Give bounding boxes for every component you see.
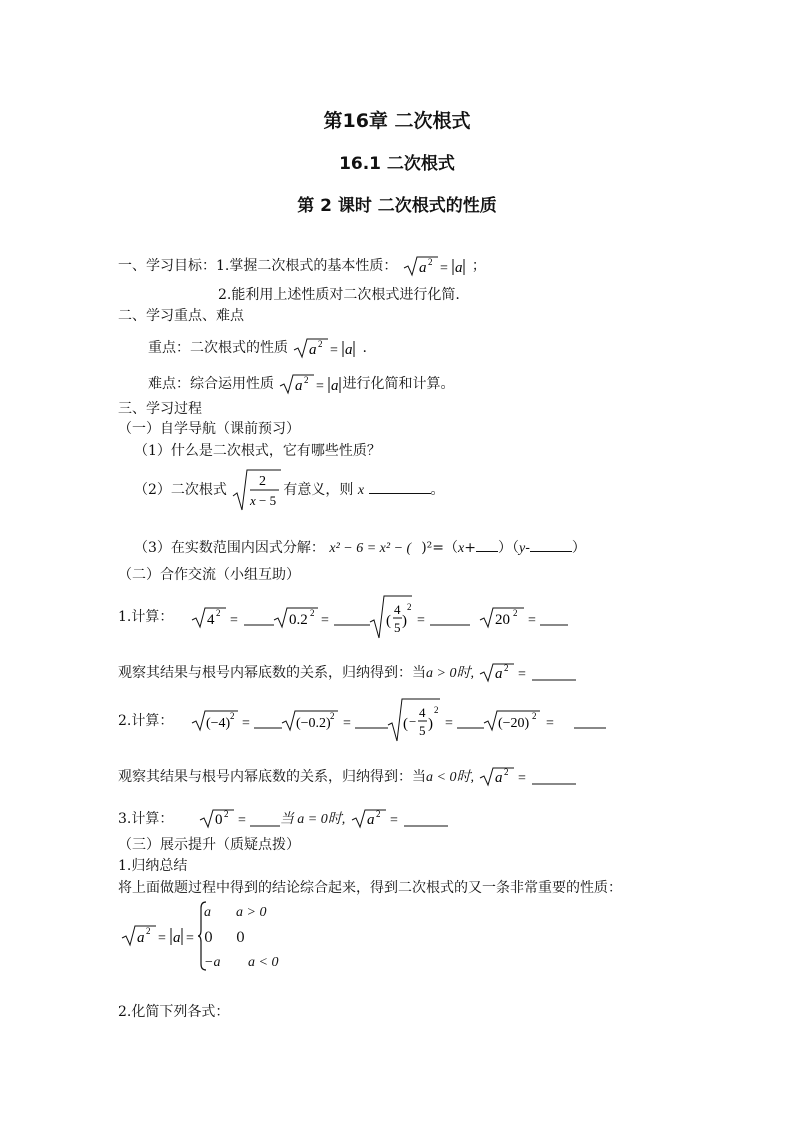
- section-title: 16.1 二次根式: [339, 154, 455, 174]
- svg-text:− 5: − 5: [259, 493, 277, 508]
- calc-1-expressions: [190, 594, 580, 640]
- svg-text:a: a: [137, 930, 145, 946]
- calc-2-expressions: [190, 697, 610, 743]
- difficulty-line: [148, 372, 454, 396]
- svg-text:a: a: [331, 378, 339, 394]
- svg-text:−: −: [409, 714, 417, 729]
- svg-text:2: 2: [434, 705, 439, 715]
- svg-text:=: =: [343, 716, 351, 731]
- svg-text:a: a: [495, 770, 503, 786]
- goal-2-text: 2.能利用上述性质对二次根式进行化简.: [218, 287, 460, 303]
- sqrt-a-squared-formula: [402, 254, 472, 278]
- svg-text:(−0.2): (−0.2): [296, 716, 331, 731]
- svg-text:=: =: [330, 343, 339, 358]
- calc-1-label: 1.计算：: [118, 609, 174, 625]
- question-1: （1）什么是二次根式，它有哪些性质？: [134, 443, 381, 459]
- svg-text:a: a: [295, 378, 303, 394]
- svg-text:): ): [402, 613, 407, 629]
- svg-text:x: x: [250, 493, 257, 508]
- svg-text:4: 4: [207, 612, 215, 628]
- svg-text:2: 2: [532, 711, 537, 721]
- part-3-heading: （三）展示提升（质疑点拨）: [118, 837, 300, 853]
- lesson-title: 第 2 课时 二次根式的性质: [297, 196, 497, 216]
- svg-text:2: 2: [407, 602, 412, 612]
- question-3-prefix: （3）在实数范围内因式分解：: [134, 540, 325, 556]
- sqrt-a-squared-equals-blank: [478, 766, 578, 788]
- piece-row-1-value: a: [204, 905, 211, 920]
- svg-text:(: (: [386, 613, 391, 629]
- svg-text:=: =: [518, 771, 527, 786]
- answer-blank[interactable]: [369, 479, 431, 494]
- goals-line-1: [118, 254, 486, 278]
- svg-text:5: 5: [419, 723, 426, 738]
- difficulty-label: 难点：综合运用性质: [148, 376, 274, 392]
- sqrt-a-squared-formula: [292, 336, 362, 360]
- minus-sign: -: [525, 540, 530, 556]
- part-2-heading: （二）合作交流（小组互助）: [118, 567, 300, 583]
- question-2-prefix: （2）二次根式: [134, 482, 227, 498]
- svg-text:20: 20: [495, 612, 510, 628]
- sqrt-fraction-2-over-x-minus-5: [231, 468, 283, 512]
- svg-text:5: 5: [394, 620, 401, 635]
- svg-text:a: a: [418, 260, 427, 276]
- sqrt-a-squared-equals-blank: [350, 808, 450, 830]
- svg-text:2: 2: [504, 663, 509, 673]
- svg-text:2: 2: [146, 926, 151, 936]
- piece-row-3-condition: a < 0: [248, 955, 279, 970]
- piece-row-2-value: 0: [204, 930, 213, 946]
- paren-mid: ）（: [497, 540, 519, 556]
- focus-end: .: [362, 340, 367, 356]
- observe-2-condition: a < 0时,: [426, 770, 474, 785]
- svg-text:(−20): (−20): [498, 716, 530, 731]
- svg-text:2: 2: [318, 339, 323, 349]
- svg-text:=: =: [316, 379, 325, 394]
- svg-text:=: =: [389, 813, 398, 828]
- variable-y: y: [518, 541, 526, 556]
- piece-row-1-condition: a > 0: [236, 905, 267, 920]
- svg-text:2: 2: [216, 608, 221, 618]
- svg-text:2: 2: [427, 257, 433, 267]
- svg-text:=: =: [158, 931, 166, 946]
- calc-3-condition: 当 a = 0时,: [279, 812, 346, 827]
- svg-text:a: a: [345, 342, 353, 358]
- sqrt-a-squared-equals-blank: [478, 662, 578, 684]
- svg-text:2: 2: [375, 809, 381, 819]
- svg-text:4: 4: [419, 705, 426, 720]
- goal-1-text: 1.掌握二次根式的基本性质：: [216, 258, 398, 274]
- svg-text:4: 4: [394, 602, 401, 617]
- observe-1-text: 观察其结果与根号内幂底数的关系，归纳得到：当: [118, 665, 426, 681]
- svg-text:2: 2: [310, 608, 315, 618]
- svg-text:2: 2: [304, 375, 309, 385]
- goal-1-end: ；: [471, 258, 486, 274]
- svg-text:0.2: 0.2: [289, 612, 308, 628]
- variable-x: x: [357, 483, 365, 498]
- svg-text:=: =: [518, 667, 527, 682]
- svg-text:2: 2: [330, 711, 335, 721]
- svg-text:=: =: [417, 613, 425, 628]
- svg-text:a: a: [495, 666, 503, 682]
- piece-row-3-value: −a: [204, 955, 221, 970]
- chapter-title: 第16章 二次根式: [323, 110, 471, 132]
- summary-heading: 1.归纳总结: [118, 858, 188, 874]
- calc-2-label: 2.计算：: [118, 713, 174, 729]
- svg-text:): ): [428, 716, 433, 732]
- sqrt-a-squared-formula: [278, 372, 342, 396]
- plus-sign: +: [464, 540, 476, 556]
- part-1-heading: （一）自学导航（课前预习）: [118, 421, 300, 437]
- piecewise-lhs: [118, 898, 208, 974]
- svg-text:=: =: [445, 716, 453, 731]
- question-3: [134, 537, 586, 558]
- svg-text:=: =: [546, 716, 554, 731]
- svg-text:2: 2: [513, 608, 518, 618]
- svg-text:a: a: [454, 260, 463, 276]
- calc-3: [118, 808, 450, 830]
- observe-2-text: 观察其结果与根号内幂底数的关系，归纳得到：当: [118, 769, 426, 785]
- svg-text:=: =: [528, 613, 536, 628]
- focus-label: 重点：二次根式的性质: [148, 340, 288, 356]
- svg-text:=: =: [237, 813, 246, 828]
- svg-text:=: =: [321, 613, 329, 628]
- factor-expression-2: )²=（: [421, 540, 459, 556]
- observe-2: [118, 766, 578, 788]
- svg-text:a: a: [309, 342, 317, 358]
- svg-text:=: =: [186, 931, 194, 946]
- answer-blank[interactable]: [476, 537, 498, 552]
- difficulty-end: 进行化简和计算。: [342, 376, 455, 392]
- svg-text:0: 0: [214, 812, 223, 828]
- svg-text:2: 2: [259, 474, 267, 489]
- question-2-suffix: 有意义，则: [283, 482, 354, 498]
- simplify-heading: 2.化简下列各式：: [118, 1004, 230, 1020]
- question-2: （2）二次根式 2 x − 5 有意义，则 x 。: [134, 468, 445, 512]
- summary-text: 将上面做题过程中得到的结论综合起来，得到二次根式的又一条非常重要的性质：: [118, 880, 622, 896]
- factor-expression: x² − 6 = x² − (: [329, 541, 412, 556]
- svg-text:=: =: [230, 613, 238, 628]
- svg-text:a: a: [173, 930, 181, 946]
- variable-x: x: [458, 541, 465, 556]
- svg-text:2: 2: [504, 767, 509, 777]
- piece-row-2-condition: 0: [236, 930, 245, 946]
- calc-3-label: 3.计算：: [118, 811, 174, 827]
- svg-text:2: 2: [223, 809, 229, 819]
- observe-1: [118, 662, 578, 684]
- paren-end: ）: [571, 540, 586, 556]
- svg-text:2: 2: [230, 711, 235, 721]
- focus-line: [148, 336, 367, 360]
- observe-1-condition: a > 0时,: [426, 666, 474, 681]
- goals-heading: 一、学习目标：: [118, 258, 216, 274]
- answer-blank[interactable]: [530, 537, 572, 552]
- svg-text:(−4): (−4): [206, 716, 231, 731]
- svg-text:=: =: [439, 261, 448, 276]
- sqrt-zero-squared: [178, 808, 280, 830]
- svg-text:(: (: [403, 716, 408, 732]
- process-heading: 三、学习过程: [118, 401, 202, 417]
- keypoints-heading: 二、学习重点、难点: [118, 308, 244, 324]
- svg-text:=: =: [242, 716, 250, 731]
- svg-text:a: a: [366, 812, 375, 828]
